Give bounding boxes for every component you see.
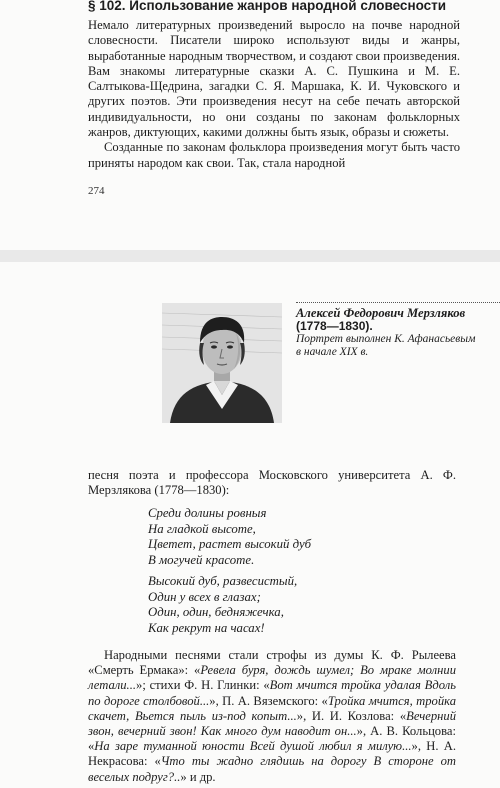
poem-line: На гладкой высоте, <box>148 521 256 536</box>
poem-line: Как рекрут на часах! <box>148 620 265 635</box>
poem-line: Один у всех в глазах; <box>148 589 261 604</box>
body-text: », А. В. Кольцова: « <box>88 724 456 754</box>
body-text: », П. А. Вяземского: « <box>209 693 328 708</box>
body-paragraph <box>88 648 456 785</box>
paragraph-1: Немало литературных произведений выросло на почве народной словесности. Писатели широко используют виды и жанры, выработанные народным творчеством, и создают свои произведения. Вам знакомы литературные сказки А. С. Пушкина и М. Е. Салтыкова-Щедрина, загадки С. Я. Маршака, К. И. Чуковского и других поэтов. Эти произведения несут на себе печать авторской индивидуальности, но они созданы по законам фольклорных жанров, диктующих, какими должны быть язык, образы и сюжеты. <box>88 18 461 140</box>
body-text: »; стихи Ф. Н. Глинки: « <box>136 678 270 693</box>
caption-name: Алексей Федорович Мерзляков <box>296 306 466 320</box>
caption-credit-line2: в начале XIX в. <box>296 346 369 358</box>
body-text: », Н. А. Некрасова: « <box>88 739 456 769</box>
poem-line: Среди долины ровныя <box>148 506 267 520</box>
quote-ermak: Ревела буря, дождь шумел; Во мраке молнии летали... <box>88 663 456 693</box>
portrait-image <box>162 303 282 423</box>
quote-vyazemsky: Тройка мчится, тройка скачет, Вьется пыль из-под копыт... <box>88 693 457 723</box>
poem-line: Один, один, бедняжечка, <box>148 605 284 619</box>
section-title: § 102. Использование жанров народной словесности <box>88 0 447 13</box>
poem-stanza-2 <box>148 574 456 636</box>
caption-years: (1778—1830). <box>296 319 373 333</box>
portrait-caption <box>296 302 500 359</box>
page-number: 274 <box>88 184 105 197</box>
book-page-top <box>0 0 500 250</box>
quote-koltsov: На заре туманной юности Всей душой любил я милую... <box>94 739 412 754</box>
portrait-block <box>88 262 476 432</box>
poem-line: В могучей красоте. <box>148 552 255 567</box>
intro-text: песня поэта и профессора Московского университета А. Ф. Мерзлякова (1778—1830): <box>88 468 456 497</box>
portrait-engraving-icon <box>162 303 282 423</box>
quote-nekrasov: Что ты жадно глядишь на дорогу В стороне от веселых подруг?.. <box>88 754 456 784</box>
poem-line: Высокий дуб, развесистый, <box>148 574 298 588</box>
caption-credit-line1: Портрет выполнен К. Афанасьевым <box>296 333 476 345</box>
poem-line: Цветет, растет высокий дуб <box>148 537 312 551</box>
poem-stanza-1 <box>148 506 456 568</box>
quote-kozlov: Вечерний звон, вечерний звон! Как много дум наводит он... <box>88 708 456 739</box>
body-text: » и др. <box>180 769 216 784</box>
paragraph-2: Созданные по законам фольклора произведения могут быть часто приняты народом как свои. Так, стала народной <box>88 140 460 170</box>
quote-glinka: Вот мчится тройка удалая Вдоль по дороге столбовой... <box>88 678 456 708</box>
body-text: Народными песнями стали строфы из думы К. Ф. Рылеева «Смерть Ермака»: « <box>88 648 456 678</box>
poem <box>148 506 456 636</box>
book-page-bottom <box>0 262 500 788</box>
body-text: », И. И. Козлова: « <box>296 708 407 723</box>
